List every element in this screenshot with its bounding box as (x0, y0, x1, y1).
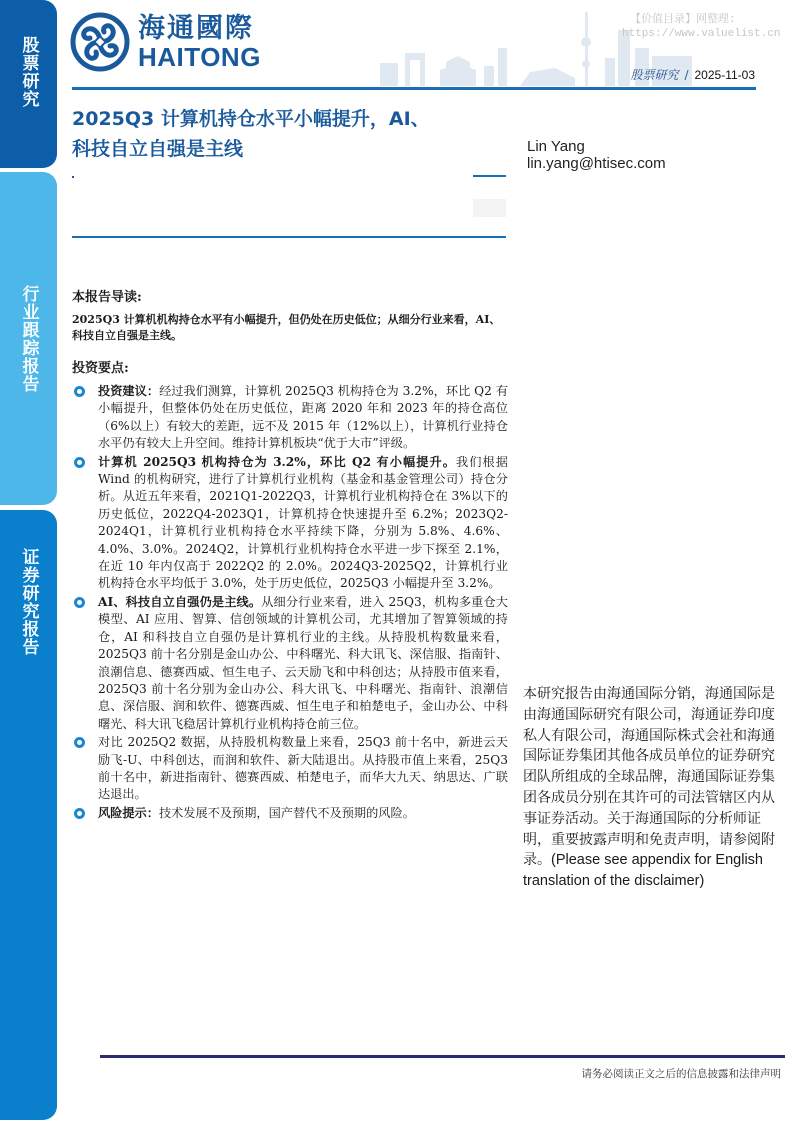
report-title-line-2: 科技自立自强是主线 (72, 138, 244, 160)
side-tab-securities-research (0, 510, 57, 1120)
logo-english-text: HAITONG (138, 42, 261, 72)
bullet-ring-icon (74, 386, 85, 397)
author-email[interactable]: lin.yang@htisec.com (527, 155, 666, 172)
key-point-lead: 风险提示： (98, 805, 159, 820)
author-name: Lin Yang (527, 138, 585, 155)
disclaimer-english: (Please see appendix for English translation of the disclaimer) (523, 852, 763, 890)
disclaimer-chinese: 本研究报告由海通国际分销，海通国际是由海通国际研究有限公司，海通证券印度私人有限公司，海通国际株式会社和海通国际证券集团其他各成员单位的证券研究团队所组成的全球品牌，海通国际证券集团各成员分别在其许可的司法管辖区内从事证券活动。关于海通国际的分析师证明，重要披露声明和免责声明，请参阅附录。 (523, 686, 775, 869)
key-point-item (72, 734, 508, 804)
side-tab-label: 证券研究报告 (18, 548, 39, 656)
watermark-line-1: 【价值目录】网整理: (630, 14, 736, 26)
bullet-ring-icon (74, 808, 85, 819)
bullet-ring-icon (74, 737, 85, 748)
distribution-disclaimer (523, 684, 777, 892)
report-title (72, 104, 512, 164)
key-point-lead: 计算机 2025Q3 机构持仓为 3.2%，环比 Q2 有小幅提升。 (98, 454, 457, 469)
key-point-text: 技术发展不及预期，国产替代不及预期的风险。 (158, 805, 415, 820)
bullet-ring-icon (74, 457, 85, 468)
report-title-line-1: 2025Q3 计算机持仓水平小幅提升，AI、 (72, 108, 430, 130)
key-point-item (72, 454, 508, 593)
report-date: 2025-11-03 (694, 68, 755, 82)
report-body (72, 289, 508, 823)
haitong-logo-icon (70, 12, 130, 72)
key-point-text: 经过我们测算，计算机 2025Q3 机构持仓为 3.2%，环比 Q2 有小幅提升，但整体仍处在历史低位，距离 2020 年和 2023 年的持仓高位（6%以上）有较大的差距，远不及 2015 年（12%以上），计算机行业持仓水平仍有较大上升空间。维持计算机板块“优于大市”评级。 (98, 384, 509, 451)
title-marker (72, 176, 74, 178)
key-point-item (72, 805, 508, 822)
key-points-heading: 投资要点: (72, 361, 129, 376)
key-point-item (72, 383, 508, 453)
key-point-item (72, 594, 508, 733)
guide-text: 2025Q3 计算机机构持仓水平有小幅提升，但仍处在历史低位；从细分行业来看，AI、科技自立自强是主线。 (72, 313, 501, 342)
side-tab-stock-research (0, 0, 57, 168)
watermark-line-2: https://www.valuelist.cn (622, 28, 781, 40)
key-point-text: 对比 2025Q2 数据，从持股机构数量上来看，25Q3 前十名中，新进云天励飞-U、中科创达，而润和软件、新大陆退出。从持股市值上来看，25Q3 前十名中，新进指南针、德赛西威、柏楚电子，而华大九天、纳思达、广联达退出。 (98, 735, 508, 802)
logo-chinese-text: 海通國際 (138, 13, 254, 44)
footer-divider (100, 1055, 785, 1058)
report-type: 股票研究 (630, 68, 679, 82)
haitong-logo (70, 12, 261, 72)
key-point-lead: AI、科技自立自强仍是主线。 (98, 594, 262, 609)
key-point-text: 我们根据 Wind 的机构研究，进行了计算机行业机构（基金和基金管理公司）持仓分析。从近五年来看，2021Q1-2022Q3，计算机行业机构持仓在 3%以下的历史低位，2022Q4-2023Q1，计算机持仓快速提升至 6.2%；2023Q2-2024Q1，计算机行业机构持仓水平持续下降，分别为 5.8%、4.6%、4.0%、3.0%。2024Q2，计算机行业机构持仓水平进一步下探至 2.1%，在近 10 年内仅高于 2022Q2 的 2.0%。2024Q3-2025Q2，计算机行业机构持仓水平均低于 3.0%，处于历史低位，2025Q3 小幅提升至 3.2%。 (98, 454, 508, 591)
key-point-text: 从细分行业来看，进入 25Q3，机构多重仓大模型、AI 应用、智算、信创领域的计算机公司，尤其增加了智算领域的持仓，AI 和科技自立自强仍是计算机行业的主线。从持股机构数量来看，2025Q3 前十名分别是金山办公、中科曙光、科大讯飞、深信服、指南针、浪潮信息、德赛西威、恒生电子、云天励飞和中科创达；从持股市值来看，2025Q3 前十名分别为金山办公、科大讯飞、中科曙光、指南针、浪潮信息、深信服、润和软件、德赛西威、恒生电子和柏楚电子，金山办公、中科曙光、科大讯飞稳居计算机行业机构持仓前三位。 (98, 594, 508, 731)
bullet-ring-icon (74, 597, 85, 608)
side-tab-label: 行业跟踪报告 (18, 284, 39, 393)
decorative-rule-short (473, 175, 506, 177)
report-meta (630, 66, 755, 83)
watermark (622, 13, 781, 41)
author-block (527, 138, 666, 172)
key-point-lead: 投资建议： (98, 384, 160, 398)
key-points-list (72, 383, 508, 822)
header-divider (72, 87, 756, 90)
guide-heading: 本报告导读: (72, 290, 142, 305)
side-tab-industry-tracking (0, 172, 57, 505)
side-tab-label: 股票研究 (18, 36, 39, 108)
footer-legal-note: 请务必阅读正文之后的信息披露和法律声明 (581, 1068, 781, 1080)
decorative-box (473, 199, 506, 217)
meta-separator: / (684, 68, 689, 82)
title-divider (72, 236, 506, 238)
